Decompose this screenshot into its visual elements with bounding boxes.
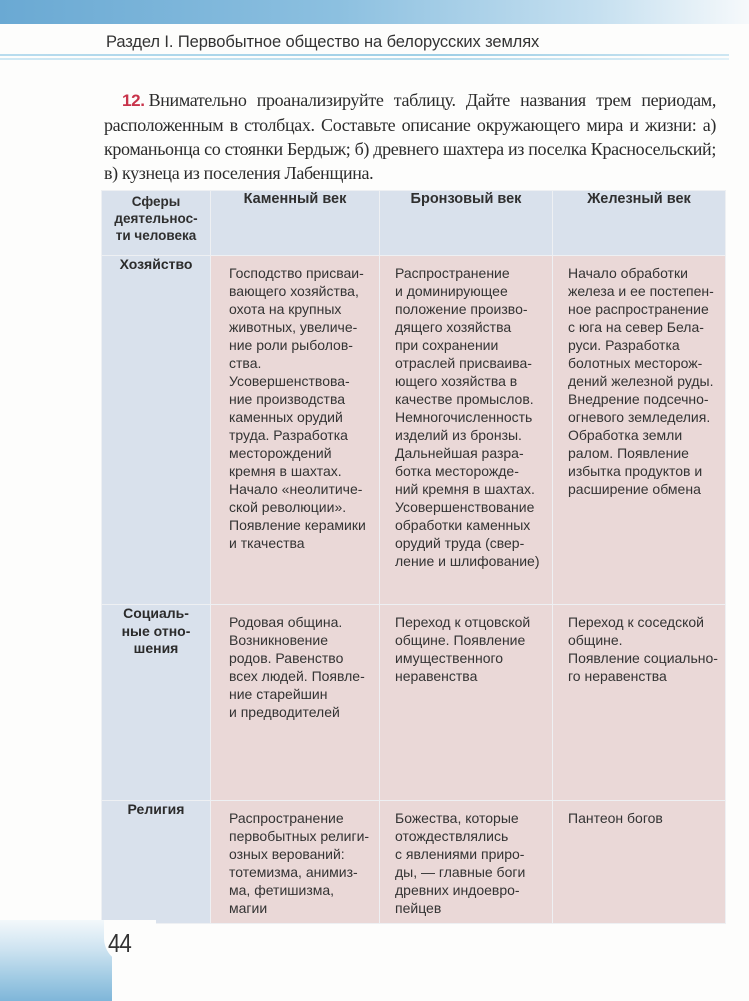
header-bronze-age: Бронзовый век (380, 191, 553, 256)
cell-line: имущественного (395, 650, 504, 666)
cell-line: с явлениями приро- (395, 846, 525, 862)
row-label-line: Религия (127, 801, 185, 817)
cell-line: изделий из бронзы. (395, 427, 522, 443)
cell-line: ние производства (229, 391, 346, 407)
cell-line: общине. (568, 632, 623, 648)
cell-line: вающего хозяйства, (229, 283, 359, 299)
cell-line: Дальнейшая разра- (395, 445, 524, 461)
cell-line: ние старейшин (229, 686, 328, 702)
cell-line: озных верований: (229, 846, 345, 862)
cell-line: Господство присваи- (229, 265, 364, 281)
cell-line: Начало обработки (568, 265, 688, 281)
cell-line: Усовершенствование (395, 499, 535, 515)
cell-line: Начало «неолитиче- (229, 481, 363, 497)
corner-decorative-band (0, 920, 112, 1001)
cell-line: тотемизма, анимиз- (229, 864, 358, 880)
running-head: Раздел I. Первобытное общество на белорусских землях (106, 33, 540, 51)
header-stone-age: Каменный век (211, 191, 380, 256)
cell-line: орудий труда (свер- (395, 535, 525, 551)
task-number: 12. (122, 91, 145, 110)
cell-line: болотных месторож- (568, 355, 703, 371)
cell-line: Распространение (395, 265, 510, 281)
table-row-economy (102, 256, 726, 605)
header-sphere-line: Сферы (131, 194, 181, 209)
cell-economy-iron (553, 256, 726, 605)
cell-line: железа и ее постепен- (568, 283, 714, 299)
cell-line: ства. (229, 355, 262, 371)
cell-line: Божества, которые (395, 810, 519, 826)
cell-religion-stone (211, 801, 380, 924)
cell-line: ской революции». (229, 499, 347, 515)
cell-line: и предводителей (229, 704, 340, 720)
cell-social-stone (211, 605, 380, 801)
top-decorative-band (0, 0, 749, 24)
cell-line: Появление социально- (568, 650, 718, 666)
cell-line: древних индоевро- (395, 882, 520, 898)
header-rule-secondary (0, 58, 729, 60)
cell-line: общине. Появление (395, 632, 526, 648)
row-label-line: Социаль- (123, 605, 189, 621)
cell-line: и ткачества (229, 535, 305, 551)
cell-line: ралом. Появление (568, 445, 689, 461)
cell-line: ное распространение (568, 301, 709, 317)
cell-line: Переход к соседской (568, 614, 704, 630)
header-sphere-line: деятельнос- (114, 211, 198, 226)
cell-line: ды, — главные боги (395, 864, 526, 880)
cell-line: Возникновение (229, 632, 328, 648)
cell-line: ющего хозяйства в (395, 373, 518, 389)
cell-line: каменных орудий (229, 409, 343, 425)
cell-line: Родовая община. (229, 614, 343, 630)
row-label-line: Хозяйство (119, 256, 193, 272)
cell-line: ботка месторожде- (395, 463, 519, 479)
row-label-economy (102, 256, 211, 605)
cell-line: Немногочисленность (395, 409, 533, 425)
cell-line: Усовершенствова- (229, 373, 350, 389)
cell-line: огневого земледелия. (568, 409, 711, 425)
comparison-table (101, 190, 726, 924)
table-row-religion (102, 801, 726, 924)
cell-religion-iron (553, 801, 726, 924)
page-number: 44 (108, 928, 131, 958)
cell-line: Появление керамики (229, 517, 366, 533)
row-label-line: шения (133, 640, 179, 656)
header-rule (0, 54, 729, 56)
cell-line: магии (229, 900, 268, 916)
row-label-line: ные отно- (121, 622, 191, 639)
table-header-row (102, 191, 726, 256)
row-label-social (102, 605, 211, 801)
cell-line: положение произво- (395, 301, 528, 317)
cell-line: животных, увеличе- (229, 319, 358, 335)
cell-line: обработки каменных (395, 517, 531, 533)
cell-line: ма, фетишизма, (229, 882, 335, 898)
cell-line: расширение обмена (568, 481, 701, 497)
cell-line: отождествлялись (395, 828, 509, 844)
cell-line: го неравенства (568, 668, 667, 684)
cell-line: дящего хозяйства (395, 319, 512, 335)
cell-line: неравенства (395, 668, 478, 684)
cell-line: ление и шлифование) (395, 553, 540, 569)
cell-line: отраслей присваива- (395, 355, 532, 371)
cell-line: охота на крупных (229, 301, 342, 317)
cell-religion-bronze (380, 801, 553, 924)
cell-line: первобытных религи- (229, 828, 370, 844)
cell-line: Распространение (229, 810, 344, 826)
cell-line: дений железной руды. (568, 373, 714, 389)
cell-line: кремня в шахтах. (229, 463, 342, 479)
header-sphere (102, 191, 211, 256)
cell-line: избытка продуктов и (568, 463, 703, 479)
cell-line: и доминирующее (395, 283, 508, 299)
cell-line: Переход к отцовской (395, 614, 531, 630)
cell-line: ние роли рыболов- (229, 337, 353, 353)
cell-line: всех людей. Появле- (229, 668, 365, 684)
cell-economy-stone (211, 256, 380, 605)
row-label-religion (102, 801, 211, 924)
header-iron-age: Железный век (553, 191, 726, 256)
cell-line: руси. Разработка (568, 337, 680, 353)
cell-line: качестве промыслов. (395, 391, 534, 407)
task-paragraph (104, 88, 716, 185)
cell-line: месторождений (229, 445, 332, 461)
cell-social-bronze (380, 605, 553, 801)
cell-line: Пантеон богов (568, 810, 663, 826)
cell-line: труда. Разработка (229, 427, 348, 443)
task-text: Внимательно проанализируйте таблицу. Дайте названия трем периодам, расположенным в столбцах. Составьте описание окружающего мира и жизни: а) кроманьонца со стоянки Бердыж; б) древнего шахтера из поселка Красносельский; в) кузнеца из поселения Лабенщина. (104, 90, 716, 183)
cell-economy-bronze (380, 256, 553, 605)
cell-line: Внедрение подсечно- (568, 391, 709, 407)
cell-line: с юга на север Бела- (568, 319, 704, 335)
cell-line: Обработка земли (568, 427, 683, 443)
cell-line: при сохранении (395, 337, 499, 353)
cell-social-iron (553, 605, 726, 801)
cell-line: пейцев (395, 900, 442, 916)
table-row-social (102, 605, 726, 801)
header-sphere-line: ти человека (115, 228, 197, 243)
cell-line: родов. Равенство (229, 650, 344, 666)
cell-line: ний кремня в шахтах. (395, 481, 535, 497)
